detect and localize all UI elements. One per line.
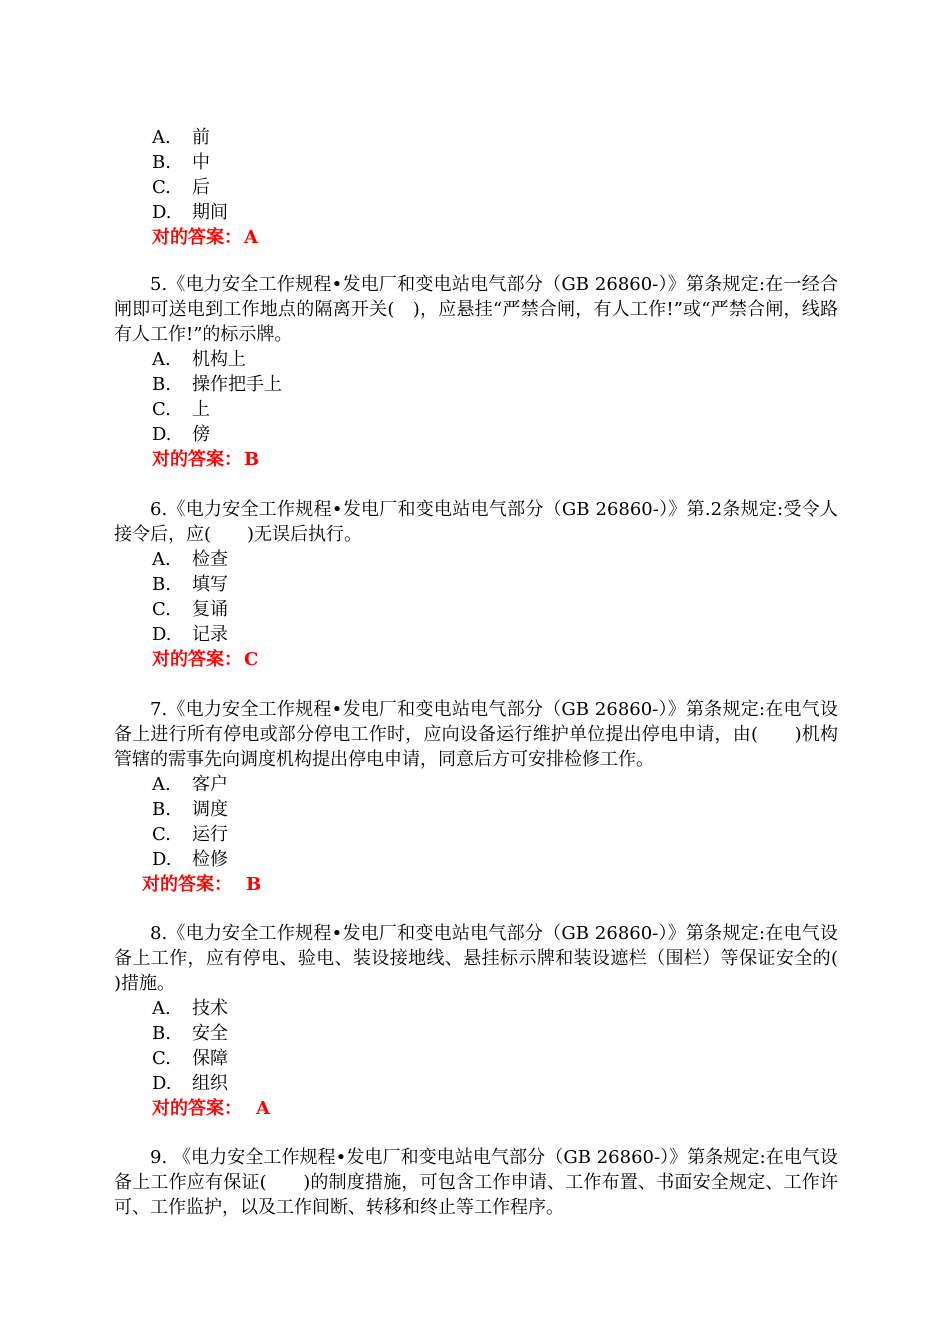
question-6 xyxy=(114,497,840,672)
question-8 xyxy=(114,921,874,1121)
option-c: C. 上 xyxy=(152,399,210,420)
option-d: D. 傍 xyxy=(152,424,210,445)
correct-answer: 对的答案： B xyxy=(142,874,262,895)
correct-answer: 对的答案： B xyxy=(152,449,260,470)
question-stem: 5.《电力安全工作规程•发电厂和变电站电气部分（GB 26860-）》第条规定:在一经合闸即可送电到工作地点的隔离开关( )，应悬挂“严禁合闸，有人工作!”或“严禁合闸，线路有人工作!”的标示牌。 xyxy=(114,274,838,345)
correct-answer: 对的答案： C xyxy=(152,649,259,670)
option-a: A. 前 xyxy=(152,127,210,148)
option-d: D. 期间 xyxy=(152,202,228,223)
correct-answer: 对的答案： A xyxy=(152,1098,270,1119)
question-9 xyxy=(114,1145,840,1220)
question-5 xyxy=(114,272,840,472)
option-d: D. 记录 xyxy=(152,624,228,645)
question-stem: 8.《电力安全工作规程•发电厂和变电站电气部分（GB 26860-）》第条规定:在电气设备上工作，应有停电、验电、装设接地线、悬挂标示牌和装设遮栏（围栏）等保证安全的( )措施。 xyxy=(114,923,874,994)
option-b: B. 安全 xyxy=(152,1023,228,1044)
question-4-tail xyxy=(114,125,840,250)
question-stem: 7.《电力安全工作规程•发电厂和变电站电气部分（GB 26860-）》第条规定:在电气设备上进行所有停电或部分停电工作时，应向设备运行维护单位提出停电申请，由( )机构管辖的需事先向调度机构提出停电申请，同意后方可安排检修工作。 xyxy=(114,699,838,770)
question-7 xyxy=(114,697,840,897)
option-b: B. 操作把手上 xyxy=(152,374,282,395)
correct-answer: 对的答案： A xyxy=(152,227,258,248)
option-c: C. 保障 xyxy=(152,1048,228,1069)
option-b: B. 中 xyxy=(152,152,210,173)
option-b: B. 调度 xyxy=(152,799,228,820)
option-c: C. 运行 xyxy=(152,824,228,845)
option-a: A. 检查 xyxy=(152,549,228,570)
question-stem: 6.《电力安全工作规程•发电厂和变电站电气部分（GB 26860-）》第.2条规定:受令人接令后，应( )无误后执行。 xyxy=(114,499,838,545)
option-a: A. 技术 xyxy=(152,998,228,1019)
option-d: D. 组织 xyxy=(152,1073,228,1094)
question-stem: 9. 《电力安全工作规程•发电厂和变电站电气部分（GB 26860-）》第条规定:在电气设备上工作应有保证( )的制度措施，可包含工作申请、工作布置、书面安全规定、工作许可、工作监护，以及工作间断、转移和终止等工作程序。 xyxy=(114,1147,838,1218)
option-a: A. 机构上 xyxy=(152,349,246,370)
option-c: C. 后 xyxy=(152,177,210,198)
option-d: D. 检修 xyxy=(152,849,228,870)
option-b: B. 填写 xyxy=(152,574,228,595)
option-a: A. 客户 xyxy=(152,774,228,795)
option-c: C. 复诵 xyxy=(152,599,228,620)
